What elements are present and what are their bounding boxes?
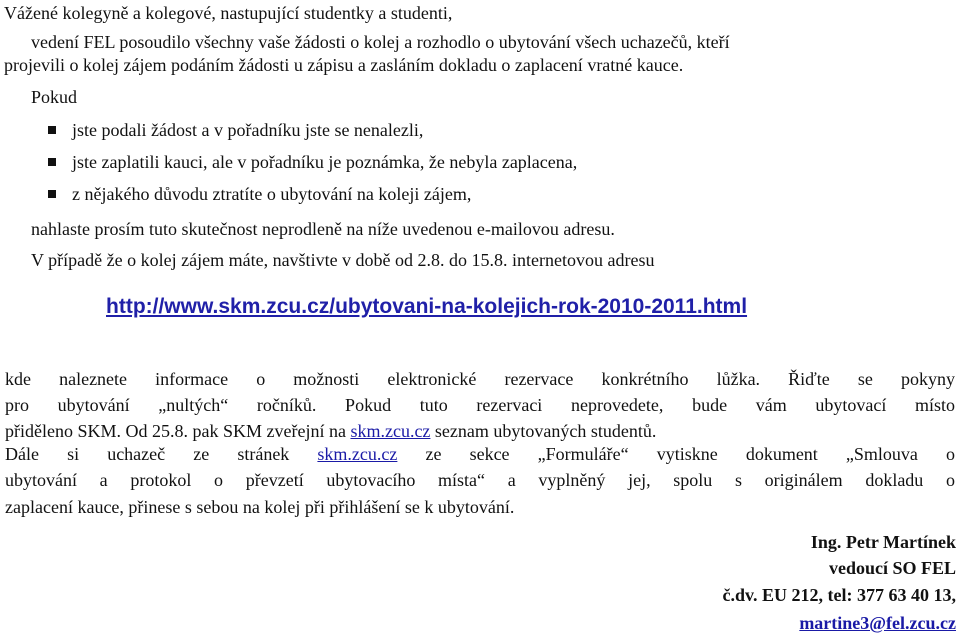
intro-pokud: Pokud [31, 87, 78, 107]
info-line-5: ubytování a protokol o převzetí ubytovacího místa“ a vyplněný jej, spolu s originálem dokladu o [5, 470, 955, 490]
bullet-item-3: z nějakého důvodu ztratíte o ubytování na koleji zájem, [72, 184, 472, 204]
skm-link-2[interactable]: skm.zcu.cz [317, 444, 398, 464]
signature-office: č.dv. EU 212, tel: 377 63 40 13, [722, 585, 956, 605]
info-line-3-text-b: seznam ubytovaných studentů. [430, 421, 657, 441]
info-line-6: zaplacení kauce, přinese s sebou na kolej při přihlášení se k ubytování. [5, 497, 515, 517]
schedule-url-link[interactable]: http://www.skm.zcu.cz/ubytovani-na-kolejich-rok-2010-2011.html [106, 295, 748, 318]
info-line-3 [5, 420, 656, 442]
bullet-item-2: jste zaplatili kauci, ale v pořadníku je poznámka, že nebyla zaplacena, [72, 152, 578, 172]
bullet-marker-3 [48, 190, 56, 198]
bullet-item-1: jste podali žádost a v pořadníku jste se nenalezli, [72, 120, 424, 140]
signature-name: Ing. Petr Martínek [810, 532, 956, 552]
info-line-3-text-a: přiděleno SKM. Od 25.8. pak SKM zveřejní na [5, 421, 351, 441]
bullet-marker-1 [48, 126, 56, 134]
bullet-marker-2 [48, 158, 56, 166]
intro-line-1: vedení FEL posoudilo všechny vaše žádosti o kolej a rozhodlo o ubytování všech uchazečů, kteří [31, 32, 730, 52]
notify-text: nahlaste prosím tuto skutečnost neprodleně na níže uvedenou e-mailovou adresu. [31, 219, 615, 239]
visit-text: V případě že o kolej zájem máte, navštivte v době od 2.8. do 15.8. internetovou adresu [31, 250, 655, 270]
signature-email-link[interactable]: martine3@fel.zcu.cz [799, 613, 956, 633]
info-line-1: kde naleznete informace o možnosti elektronické rezervace konkrétního lůžka. Řiďte se pokyny [5, 369, 955, 389]
greeting: Vážené kolegyně a kolegové, nastupující studentky a studenti, [4, 3, 453, 23]
info-line-4-text-b: ze sekce „Formuláře“ vytiskne dokument „Smlouva o [397, 444, 956, 464]
signature-title: vedoucí SO FEL [828, 558, 956, 578]
skm-link-1[interactable]: skm.zcu.cz [350, 421, 431, 441]
intro-line-2: projevili o kolej zájem podáním žádosti u zápisu a zasláním dokladu o zaplacení vratné kauce. [4, 55, 684, 75]
info-line-2: pro ubytování „nultých“ ročníků. Pokud tuto rezervaci neprovedete, bude vám ubytovací místo [5, 395, 955, 415]
info-line-4 [5, 443, 955, 465]
info-line-4-text-a: Dále si uchazeč ze stránek [5, 444, 318, 464]
